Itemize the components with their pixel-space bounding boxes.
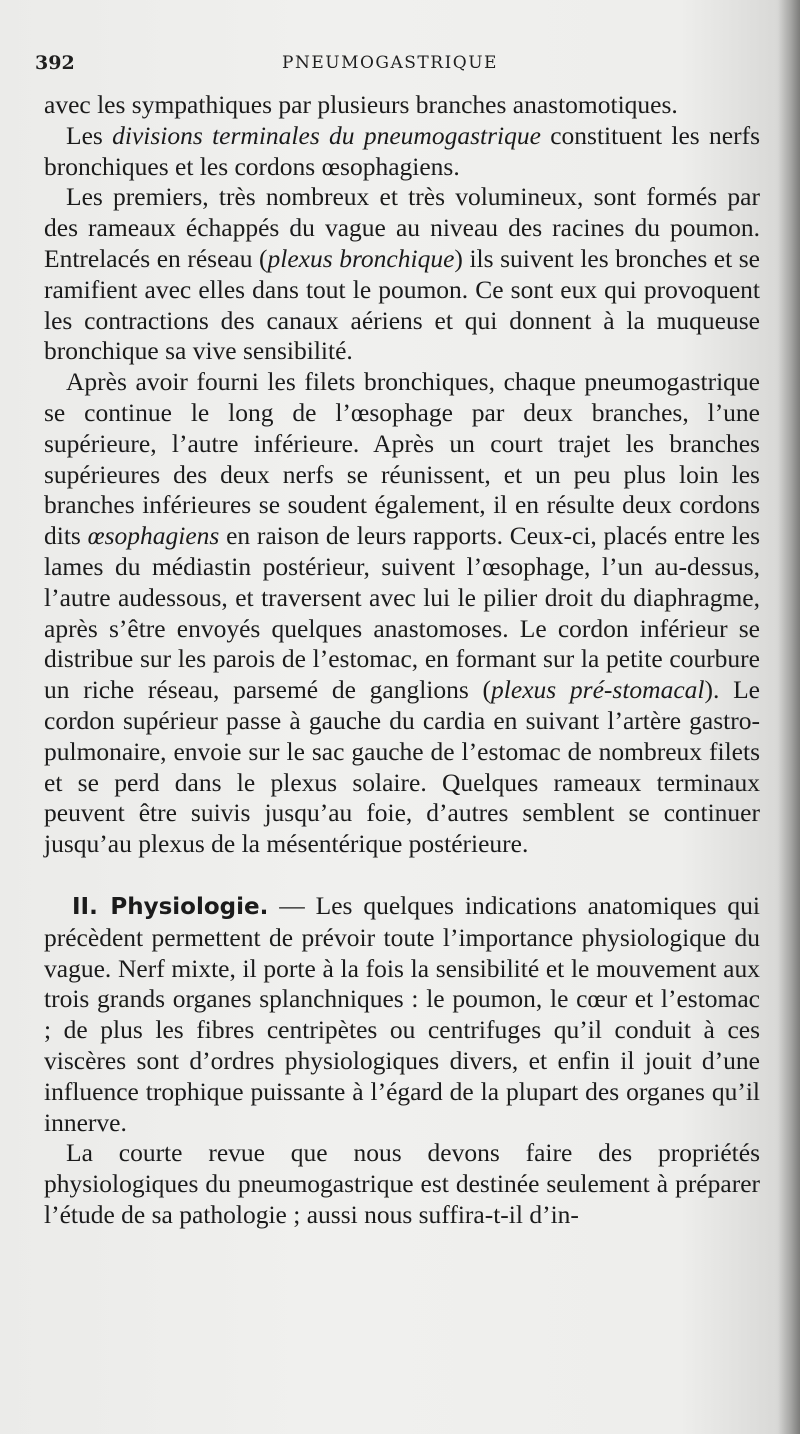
binding-shadow [778,0,800,1434]
paragraph-4: Après avoir fourni les filets bronchiques, chaque pneumogastrique se continue le long de l’œsophage par deux branches, l’une supérieure, l’autre inférieure. Après un court trajet les branches supérieures des deux nerfs se réunissent, et un peu plus loin les branches inférieures se soudent également, il en résulte deux cordons dits œsophagiens en raison de leurs rapports. Ceux-ci, placés entre les lames du médiastin postérieur, suivent l’œsophage, l’un au-dessus, l’autre audessous, et traversent avec lui le pilier droit du diaphragme, après s’être envoyés quelques anastomoses. Le cordon inférieur se distribue sur les parois de l’estomac, en formant sur la petite courbure un riche réseau, parsemé de ganglions (plexus pré-stomacal). Le cordon supérieur passe à gauche du cardia en suivant l’artère gastro-pulmonaire, envoie sur le sac gauche de l’estomac de nombreux filets et se perd dans le plexus solaire. Quelques rameaux terminaux peuvent être suivis jusqu’au foie, d’autres semblent se continuer jusqu’au plexus de la mésentérique postérieure. [44,367,760,859]
body-text [44,90,760,1231]
italic-term: œsophagiens [87,521,220,551]
paragraph-5: II. Physiologie. — Les quelques indications anatomiques qui précèdent permettent de prévoir toute l’importance physiologique du vague. Nerf mixte, il porte à la fois la sensibilité et le mouvement aux trois grands organes splanchniques : le poumon, le cœur et l’estomac ; de plus les fibres centripètes ou centrifuges qu’il conduit à ces viscères sont d’ordres physiologiques divers, et enfin il jouit d’une influence trophique puissante à l’égard de la plupart des organes qu’il innerve. [44,890,761,1137]
paragraph-3: Les premiers, très nombreux et très volumineux, sont formés par des rameaux échappés du vague au niveau des racines du poumon. Entrelacés en réseau (plexus bronchique) ils suivent les bronches et se ramifient avec elles dans tout le poumon. Ce sont eux qui provoquent les contractions des canaux aériens et qui donnent à la muqueuse bronchique sa vive sensibilité. [44,182,760,366]
section-heading: II. Physiologie. [72,893,269,920]
running-head: PNEUMOGASTRIQUE [282,53,498,73]
page-number: 392 [35,52,75,74]
italic-term: plexus bronchique [267,243,455,273]
page-header [32,52,748,78]
italic-term: plexus pré-stomacal [491,675,705,705]
paragraph-6: La courte revue que nous devons faire des propriétés physiologiques du pneumogastrique est destinée seulement à préparer l’étude de sa pathologie ; aussi nous suffira-t-il d’in- [44,1138,760,1229]
paragraph-2: Les divisions terminales du pneumogastrique constituent les nerfs bronchiques et les cordons œsophagiens. [44,120,760,181]
paragraph-1: avec les sympathiques par plusieurs branches anastomotiques. [44,90,678,119]
italic-term: divisions terminales du pneumogastrique [112,120,541,150]
